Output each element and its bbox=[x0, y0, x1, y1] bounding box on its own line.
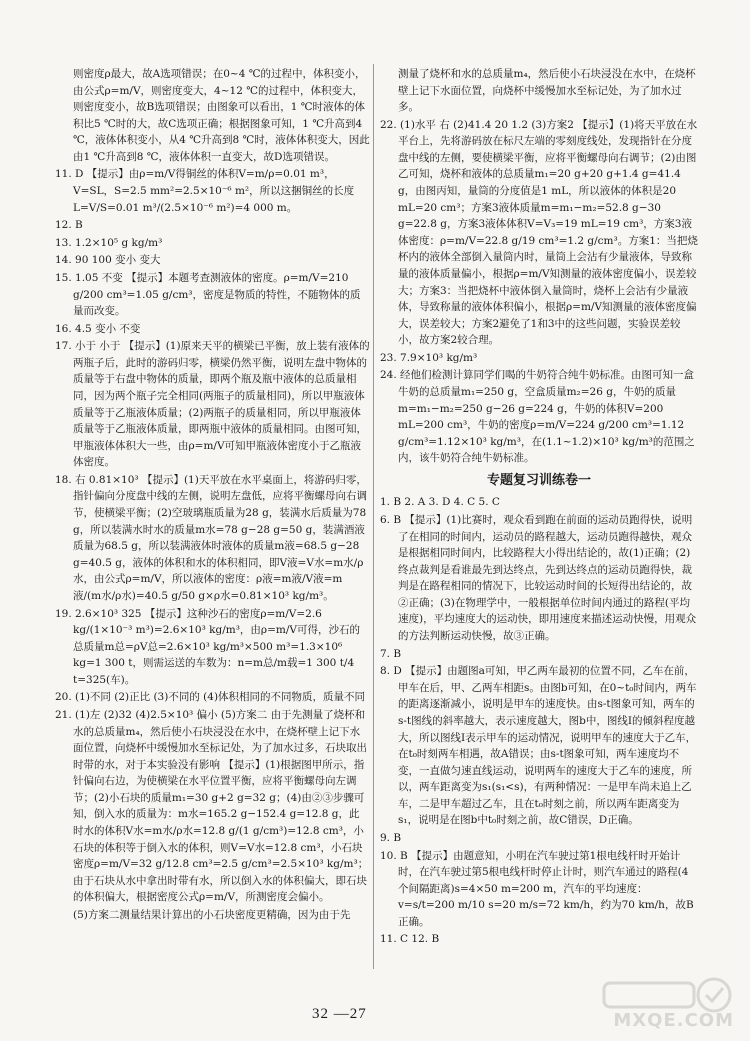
section-answer-9: 9. B bbox=[380, 831, 402, 844]
section-answer-1-5: 1. B 2. A 3. D 4. C 5. C bbox=[380, 496, 500, 509]
section-answer-11-12: 11. C 12. B bbox=[380, 933, 440, 946]
column-divider bbox=[373, 64, 374, 969]
section-answer-10: 10. B 【提示】由题意知，小明在汽车驶过第1根电线杆时开始计时，在汽车驶过第5根电线杆时停止计时，则汽车通过的路程(4个间隔距离)s=4×50 m=200 m，汽车的平均速度：v=s/t=200 m/10 s=20 m/s=72 km/h，约为70 km/h，故B正确。 bbox=[380, 849, 694, 928]
answer-18: 18. 右 0.81×10³ 【提示】(1)天平放在水平桌面上，将游码归零，指针偏向分度盘中线的左侧，说明左盘低，应将平衡螺母向右调节，使横梁平衡；(2)空玻璃瓶质量为28 g，装满水后质量为78 g，所以装满水时水的质量m水=78 g−28 g=50 g，装满酒液质量为68.5 g，所以装满液体时液体的质量m液=68.5 g−28 g=40.5 g，液体的体积和水的体积相同，即V液=V水=m水/ρ水，由公式ρ=m/V，所以液体的密度：ρ液=m液/V液=m液/(m水/ρ水)=40.5 g/50 g×ρ水=0.81×10³ kg/m³。 bbox=[55, 473, 367, 602]
section-answer-6: 6. B 【提示】(1)比赛时，观众看到跑在前面的运动员跑得快，说明了在相同的时间内，运动员的路程越大，运动员跑得越快，观众是根据相同时间内，比较路程大小得出结论的，故(1)正确；(2)终点裁判是看谁最先到达终点，先到达终点的运动员跑得快，裁判是在路程相同的情况下，比较运动时间的长短得出结论的，故②正确；(3)在物理学中，一般根据单位时间内通过的路程(平均速度)，平均速度大的运动快，即用速度来描述运动快慢，用观众的方法判断运动快慢，故③正确。 bbox=[380, 513, 697, 643]
answer-23: 23. 7.9×10³ kg/m³ bbox=[380, 351, 478, 364]
left-column bbox=[55, 66, 370, 924]
answer-14: 14. 90 100 变小 变大 bbox=[55, 254, 161, 267]
answer-15: 15. 1.05 不变 【提示】本题考查测液体的密度。ρ=m/V=210 g/200 cm³=1.05 g/cm³，密度是物质的特性，不随物体的质量而改变。 bbox=[55, 271, 361, 318]
answer-21: 21. (1)左 (2)32 (4)2.5×10³ 偏小 (5)方案二 由于先测量了烧杯和水的总质量m₄，然后使小石块浸没在水中，在烧杯壁上记下水面位置，向烧杯中缓慢加水至标记处，为了加水过多，石块取出时带的水，对于本实验没有影响 【提示】(1)根据图甲所示，指针偏向右边，为使横梁在水平位置平衡，应将平衡螺母向左调节；(2)小石块的质量m₁=30 g+2 g=32 g；(4)由②③步骤可知，倒入水的质量为：m水=165.2 g−152.4 g=12.8 g，此时水的体积V水=m水/ρ水=12.8 g/(1 g/cm³)=12.8 cm³，小石块的体积等于倒入水的体积，则V=V水=12.8 cm³，小石块密度ρ=m/V=32 g/12.8 cm³=2.5 g/cm³=2.5×10³ kg/m³；由于石块从水中拿出时带有水，所以倒入水的体积偏大，即石块的体积偏大，根据密度公式ρ=m/V，所测密度会偏小。 bbox=[55, 708, 369, 904]
answer-21-continued: 测量了烧杯和水的总质量m₄，然后使小石块浸没在水中，在烧杯壁上记下水面位置，向烧杯中缓慢加水至标记处，为了加水过多。 bbox=[398, 68, 696, 114]
answer-12: 12. B bbox=[55, 219, 83, 232]
answer-13: 13. 1.2×10⁵ g kg/m³ bbox=[55, 236, 163, 249]
watermark-text: MXQE.COM bbox=[613, 1009, 734, 1031]
answer-16: 16. 4.5 变小 不变 bbox=[55, 322, 141, 335]
watermark bbox=[590, 975, 740, 1037]
section-answer-7: 7. B bbox=[380, 647, 402, 660]
page-number: 32 —27 bbox=[312, 1006, 367, 1022]
answer-20: 20. (1)不同 (2)正比 (3)不同的 (4)体积相同的不同物质，质量不同 bbox=[55, 691, 366, 704]
section-answer-8: 8. D 【提示】由题图a可知，甲乙两车最初的位置不同，乙车在前，甲车在后，甲、乙两车相距s。由图b可知，在0~t₀时间内，两车的距离逐渐减小，说明是甲车的速度快。由s-t图象可知，两车的s-t图线的斜率越大，表示速度越大，图b中，图线Ⅰ的倾斜程度越大，所以图线Ⅰ表示甲车的运动情况，说明甲车的速度大于乙车，在t₀时刻两车相遇，故A错误；由s-t图象可知，两车速度均不变，一直做匀速直线运动，说明两车的速度大于乙车的速度，所以，两车距离变为s₁(s₁<s)，有两种情况：一是甲车尚未追上乙车，二是甲车超过乙车，且在t₀时刻之前，所以两车距离变为s₁，说明是在图b中t₀时刻之前，故C错误，D正确。 bbox=[380, 665, 697, 827]
answer-11: 11. D 【提示】由ρ=m/V得铜丝的体积V=m/ρ=0.01 m³，V=SL，S=2.5 mm²=2.5×10⁻⁶ m²，所以这捆铜丝的长度L=V/S=0.01 m³/(2.5×10⁻⁶ m²)=4 000 m。 bbox=[55, 168, 355, 214]
answer-19: 19. 2.6×10³ 325 【提示】这种沙石的密度ρ=m/V=2.6 kg/(1×10⁻³ m³)=2.6×10³ kg/m³，由ρ=m/V可得，沙石的总质量m总=ρV总=2.6×10³ kg/m³×500 m³=1.3×10⁶ kg=1 300 t，则需运送的车数为：n=m总/m载=1 300 t/4 t=325(车)。 bbox=[55, 607, 360, 686]
section-title: 专题复习训练卷一 bbox=[486, 472, 591, 488]
answer-paragraph: 则密度ρ最大，故A选项错误；在0~4 ℃的过程中，体积变小，由公式ρ=m/V，则密度变大，4~12 ℃的过程中，体积变大，则密度变小，故B选项错误；由图象可以看出，1 ℃时液体的体积比5 ℃时的大，故C选项正确；根据图象可知，1 ℃升高到4 ℃，液体体积变小，从4 ℃升高到8 ℃时，液体体积变大，因此由1 ℃升高到8 ℃，液体体积一直变大，故D选项错误。 bbox=[73, 68, 370, 163]
answer-17: 17. 小于 小于 【提示】(1)原来天平的横梁已平衡，放上装有液体的两瓶子后，此时的游码归零，横梁仍然平衡，说明左盘中物体的质量等于右盘中物体的质量，即两个瓶及瓶中液体的总质量相同，因为两个瓶子完全相同(两瓶子的质量相同)，所以甲瓶液体质量等于乙瓶液体质量；(2)两瓶子的质量相同，所以甲瓶液体质量等于乙瓶液体质量，即两瓶中液体的质量相同。由图可知，甲瓶液体体积大一些，由ρ=m/V可知甲瓶液体密度小于乙瓶液体密度。 bbox=[55, 340, 370, 469]
answer-21-part5: (5)方案二测量结果计算出的小石块密度更精确，因为由于先 bbox=[73, 908, 351, 921]
right-column bbox=[380, 66, 698, 949]
answer-24: 24. 经他们检测计算同学们喝的牛奶符合纯牛奶标准。由图可知一盒牛奶的总质量m₁=250 g，空盒质量m₂=26 g，牛奶的质量m=m₁−m₂=250 g−26 g=224 g，牛奶的体积V=200 mL=200 cm³，牛奶的密度ρ=m/V=224 g/200 cm³=1.12 g/cm³=1.12×10³ kg/m³，在(1.1~1.2)×10³ kg/m³的范围之内，该牛奶符合纯牛奶标准。 bbox=[380, 369, 695, 465]
answer-22: 22. (1)水平 右 (2)41.4 20 1.2 (3)方案2 【提示】(1)将天平放在水平台上，先将游码放在标尺左端的零刻度线处，发现指针在分度盘中线的左侧，要使横梁平衡，应将平衡螺母向右调节；(2)由图乙可知，烧杯和液体的总质量m₁=20 g+20 g+1.4 g=41.4 g，由图丙知，量筒的分度值是1 mL，所以液体的体积是20 mL=20 cm³；方案3液体质量m=m₁−m₂=52.8 g−30 g=22.8 g，方案3液体体积V=V₃=19 mL=19 cm³，方案3液体密度：ρ=m/V=22.8 g/19 cm³=1.2 g/cm³。方案1：当把烧杯内的液体全部倒入量筒内时，量筒上会沾有少量液体，导致称量的液体质量偏小，根据ρ=m/V知测量的液体密度偏小，误差较大；方案3：当把烧杯中液体倒入量筒时，烧杯上会沾有少量液体，导致称量的液体体积偏小，根据ρ=m/V知测量的液体密度偏大，误差较大；方案2避免了1和3中的这些问题，实验误差较小，故方案2较合理。 bbox=[380, 118, 698, 347]
